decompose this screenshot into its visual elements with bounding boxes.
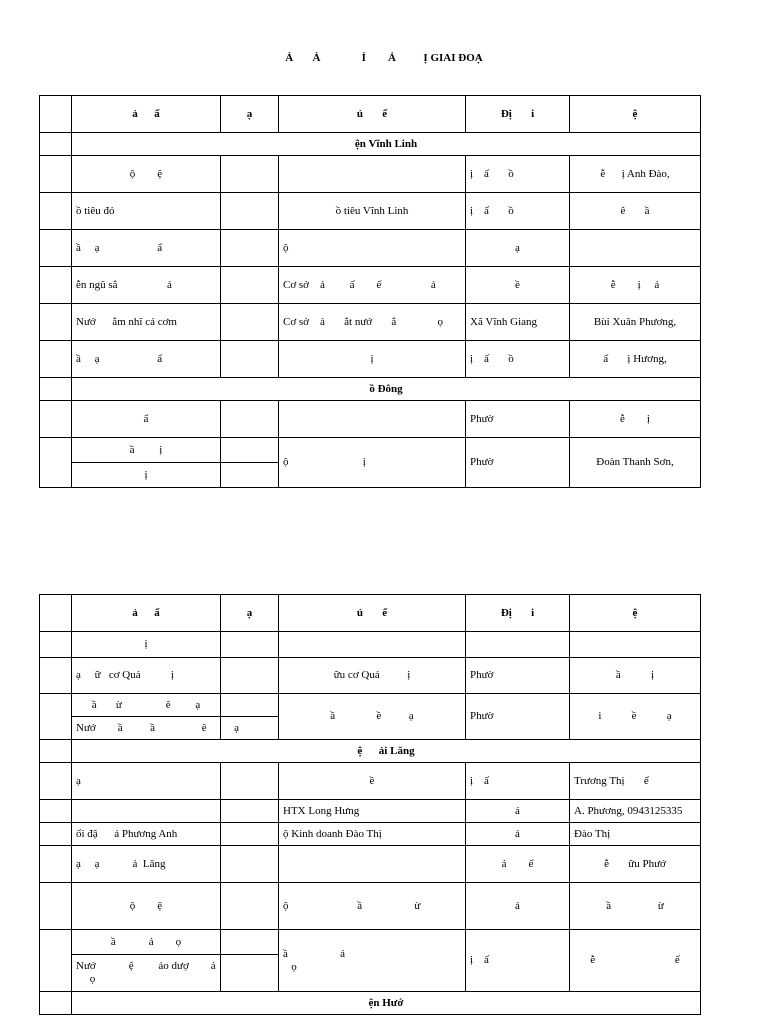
table-row	[40, 230, 701, 267]
unit-cell: ị	[279, 341, 466, 378]
address-cell: Phườ	[466, 694, 570, 740]
product-name-cell: ạ	[72, 763, 221, 800]
product-name-cell: ộ ệ	[72, 156, 221, 193]
product-name-cell: ạ ữ cơ Quả ị	[72, 658, 221, 694]
stt-cell	[40, 401, 72, 438]
stt-cell	[40, 341, 72, 378]
table-row	[40, 658, 701, 694]
quantity-cell	[221, 883, 279, 930]
address-cell: ề	[466, 267, 570, 304]
stt-cell	[40, 133, 72, 156]
stt-cell	[40, 823, 72, 846]
quantity-cell	[221, 304, 279, 341]
contact-header: ệ	[570, 595, 701, 632]
unit-header: ủ ể	[279, 96, 466, 133]
stt-cell	[40, 763, 72, 800]
contact-header: ệ	[570, 96, 701, 133]
contact-cell: Đoàn Thanh Sơn,	[570, 438, 701, 488]
quantity-cell	[221, 955, 279, 992]
table-row	[40, 438, 701, 463]
address-cell: ả	[466, 800, 570, 823]
product-name-cell: Nướ ầ ầ ê ạ	[72, 717, 221, 740]
table-header-row	[40, 595, 701, 632]
product-name-header: ả ẩ	[72, 595, 221, 632]
unit-cell: Cơ sở ả ấ ế ả	[279, 267, 466, 304]
address-cell: Phườ	[466, 658, 570, 694]
table-row	[40, 800, 701, 823]
stt-cell	[40, 632, 72, 658]
contact-cell: ấ ị Hương,	[570, 341, 701, 378]
quantity-cell	[221, 823, 279, 846]
stt-cell	[40, 800, 72, 823]
address-cell: ả ế	[466, 846, 570, 883]
quantity-cell	[221, 632, 279, 658]
quantity-cell	[221, 463, 279, 488]
unit-cell: ề	[279, 763, 466, 800]
stt-cell	[40, 193, 72, 230]
address-cell: ị ấ ồ	[466, 193, 570, 230]
contact-cell: ê ầ	[570, 193, 701, 230]
address-cell: Phườ	[466, 438, 570, 488]
contact-cell	[570, 230, 701, 267]
stt-cell	[40, 740, 72, 763]
quantity-header: ạ	[221, 595, 279, 632]
table-row	[40, 267, 701, 304]
contact-cell	[570, 632, 701, 658]
quantity-cell	[221, 267, 279, 304]
stt-cell	[40, 846, 72, 883]
section-row	[40, 740, 701, 763]
stt-cell	[40, 658, 72, 694]
table-row	[40, 193, 701, 230]
address-cell	[466, 632, 570, 658]
unit-cell: ầ ả ọ	[279, 930, 466, 992]
address-cell: Phườ	[466, 401, 570, 438]
unit-cell: HTX Long Hưng	[279, 800, 466, 823]
products-table-2	[39, 594, 701, 1015]
section-title: ồ Đông	[72, 378, 701, 401]
contact-cell: ễ ị Anh Đào,	[570, 156, 701, 193]
stt-cell	[40, 883, 72, 930]
stt-header	[40, 595, 72, 632]
quantity-cell	[221, 800, 279, 823]
quantity-cell	[221, 694, 279, 717]
product-name-cell: ẩ	[72, 401, 221, 438]
address-cell: ị ấ ồ	[466, 156, 570, 193]
quantity-cell	[221, 658, 279, 694]
unit-cell: ữu cơ Quả ị	[279, 658, 466, 694]
quantity-cell	[221, 763, 279, 800]
unit-cell: ộ ị	[279, 438, 466, 488]
product-name-cell: ối đậ ả Phương Anh	[72, 823, 221, 846]
quantity-cell	[221, 193, 279, 230]
quantity-cell	[221, 846, 279, 883]
address-cell: ị ấ ồ	[466, 341, 570, 378]
product-name-cell	[72, 800, 221, 823]
product-name-cell: Nướ ệ ảo dượ ả ọ	[72, 955, 221, 992]
table-header-row	[40, 96, 701, 133]
unit-cell: ộ	[279, 230, 466, 267]
product-name-cell: Nướ ắm nhĩ cá cơm	[72, 304, 221, 341]
product-name-cell: ồ tiêu đỏ	[72, 193, 221, 230]
product-name-header: ả ẩ	[72, 96, 221, 133]
stt-cell	[40, 304, 72, 341]
address-cell: ả	[466, 823, 570, 846]
table-row	[40, 632, 701, 658]
product-name-cell: ầ ạ ẩ	[72, 341, 221, 378]
contact-cell: ầ ị	[570, 658, 701, 694]
address-cell: Xã Vĩnh Giang	[466, 304, 570, 341]
table-row	[40, 694, 701, 717]
quantity-cell	[221, 401, 279, 438]
contact-cell: ễ ế	[570, 930, 701, 992]
table-row	[40, 823, 701, 846]
section-row	[40, 133, 701, 156]
contact-cell: A. Phương, 0943125335	[570, 800, 701, 823]
unit-cell: Cơ sở ả ắt nướ ắ ọ	[279, 304, 466, 341]
unit-cell: ầ ề ạ	[279, 694, 466, 740]
products-table-1	[39, 95, 701, 488]
unit-cell	[279, 401, 466, 438]
stt-cell	[40, 694, 72, 740]
quantity-cell	[221, 156, 279, 193]
product-name-cell: ị	[72, 463, 221, 488]
contact-cell: ầ ừ	[570, 883, 701, 930]
contact-cell: i ề ạ	[570, 694, 701, 740]
section-row	[40, 378, 701, 401]
table-row	[40, 883, 701, 930]
section-row	[40, 992, 701, 1015]
table-row	[40, 846, 701, 883]
product-name-cell: ễn ngũ sắ ả	[72, 267, 221, 304]
section-title: ệ ải Lăng	[72, 740, 701, 763]
contact-cell: ễ ị ả	[570, 267, 701, 304]
unit-cell	[279, 632, 466, 658]
stt-cell	[40, 378, 72, 401]
stt-cell	[40, 230, 72, 267]
address-cell: ị ấ	[466, 763, 570, 800]
contact-cell: ễ ữu Phướ	[570, 846, 701, 883]
contact-cell: ễ ị	[570, 401, 701, 438]
table-row	[40, 401, 701, 438]
stt-cell	[40, 438, 72, 488]
product-name-cell: ầ ạ ẩ	[72, 230, 221, 267]
table-row	[40, 156, 701, 193]
quantity-cell	[221, 230, 279, 267]
table-row	[40, 304, 701, 341]
section-title: ện Hướ	[72, 992, 701, 1015]
stt-cell	[40, 930, 72, 992]
contact-cell: Bùi Xuân Phương,	[570, 304, 701, 341]
quantity-cell	[221, 438, 279, 463]
address-header: Đị i	[466, 96, 570, 133]
address-cell: ạ	[466, 230, 570, 267]
section-title: ện Vĩnh Linh	[72, 133, 701, 156]
address-header: Đị i	[466, 595, 570, 632]
product-name-cell: ầ ừ ê ạ	[72, 694, 221, 717]
unit-cell	[279, 156, 466, 193]
unit-cell: ồ tiêu Vĩnh Linh	[279, 193, 466, 230]
quantity-header: ạ	[221, 96, 279, 133]
address-cell: ả	[466, 883, 570, 930]
unit-header: ủ ể	[279, 595, 466, 632]
address-cell: ị ấ	[466, 930, 570, 992]
product-name-cell: ạ ạ ả Lăng	[72, 846, 221, 883]
table-row	[40, 763, 701, 800]
product-name-cell: ầ ả ọ	[72, 930, 221, 955]
product-name-cell: ộ ệ	[72, 883, 221, 930]
stt-header	[40, 96, 72, 133]
page-title: Ả Ả Ỉ Ả Ị GIAI ĐOẠ	[285, 52, 483, 64]
quantity-cell	[221, 341, 279, 378]
unit-cell: ộ Kinh doanh Đào Thị	[279, 823, 466, 846]
quantity-cell	[221, 930, 279, 955]
contact-cell: Trương Thị ể	[570, 763, 701, 800]
contact-cell: Đào Thị	[570, 823, 701, 846]
table-row	[40, 341, 701, 378]
product-name-cell: ầ ị	[72, 438, 221, 463]
stt-cell	[40, 992, 72, 1015]
unit-cell: ộ ầ ừ	[279, 883, 466, 930]
unit-cell	[279, 846, 466, 883]
stt-cell	[40, 267, 72, 304]
product-name-cell: ị	[72, 632, 221, 658]
table-row	[40, 930, 701, 955]
stt-cell	[40, 156, 72, 193]
